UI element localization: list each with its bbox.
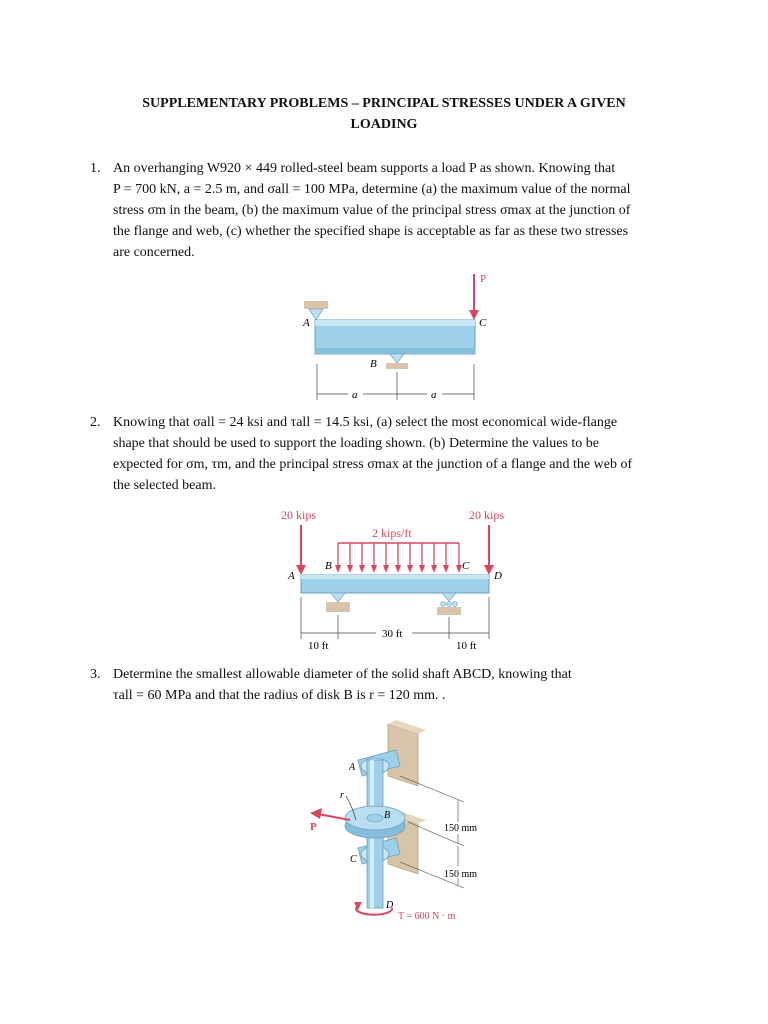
beam-flange-top	[301, 575, 489, 579]
dim-left-label: 10 ft	[308, 640, 329, 652]
distributed-load-label: 2 kips/ft	[372, 526, 412, 540]
support-a-pin	[309, 309, 323, 320]
problem-line: shape that should be used to support the loading shown. (b) Determine the values to be	[113, 436, 600, 451]
distributed-load-arrows	[335, 543, 462, 573]
problem-number: 3.	[90, 667, 101, 682]
roller-wheel	[447, 602, 452, 607]
support-c-roller	[442, 593, 456, 601]
support-a-block	[304, 301, 328, 309]
label-c: C	[479, 317, 487, 329]
problem-2	[90, 412, 680, 496]
right-load-arrowhead	[484, 565, 494, 575]
figure-3-shaft	[300, 716, 500, 926]
problem-line: Determine the smallest allowable diameter of the solid shaft ABCD, knowing that	[113, 667, 572, 682]
dim-mid-label: 30 ft	[382, 628, 403, 640]
dim-a-right: a	[431, 389, 437, 401]
label-c: C	[350, 854, 357, 865]
support-b-block	[326, 602, 350, 612]
problem-line: τall = 60 MPa and that the radius of disk B is r = 120 mm. .	[113, 688, 446, 703]
problem-line: expected for σm, τm, and the principal stress σmax at the junction of a flange and the web of	[113, 457, 633, 472]
problem-3	[90, 664, 680, 706]
problem-line: An overhanging W920 × 449 rolled-steel beam supports a load P as shown. Knowing that	[113, 161, 616, 176]
label-d: D	[386, 900, 394, 911]
left-load-arrowhead	[296, 565, 306, 575]
problem-number: 2.	[90, 415, 101, 430]
force-p-arrowhead	[310, 808, 322, 819]
roller-wheel	[441, 602, 446, 607]
support-c-block	[437, 607, 461, 615]
dim-lower-label: 150 mm	[444, 869, 478, 880]
label-d: D	[494, 570, 502, 582]
problem-line: the flange and web, (c) whether the specified shape is acceptable as far as these two stresses	[113, 224, 629, 239]
right-load-label: 20 kips	[469, 508, 505, 522]
problem-line: stress σm in the beam, (b) the maximum value of the principal stress σmax at the junction of	[113, 203, 631, 218]
title-line-2: LOADING	[350, 117, 418, 132]
label-p: P	[310, 821, 317, 833]
label-a: A	[288, 570, 295, 582]
problem-1	[90, 158, 680, 263]
beam-flange-bottom	[315, 348, 475, 354]
dim-right-label: 10 ft	[456, 640, 477, 652]
dim-upper-label: 150 mm	[444, 823, 478, 834]
label-c: C	[462, 560, 470, 572]
figure-2-beam	[276, 505, 516, 653]
label-r: r	[340, 790, 344, 801]
dim-extension	[400, 776, 464, 802]
disk-hub	[367, 814, 383, 822]
support-b-pin	[331, 593, 345, 602]
support-b-block	[386, 363, 408, 369]
torque-label: T = 600 N · m	[398, 911, 456, 922]
label-a: A	[349, 762, 356, 773]
label-b: B	[370, 358, 377, 370]
left-load-label: 20 kips	[281, 508, 317, 522]
problem-line: Knowing that σall = 24 ksi and τall = 14.5 ksi, (a) select the most economical wide-flange	[113, 415, 618, 430]
support-b-roller	[390, 354, 404, 363]
load-p-arrowhead	[469, 310, 479, 320]
problem-number: 1.	[90, 161, 101, 176]
page-title	[100, 93, 668, 135]
load-p-label: P	[480, 273, 487, 285]
roller-wheel	[453, 602, 458, 607]
figure-1-overhanging-beam	[290, 268, 500, 403]
problem-line: P = 700 kN, a = 2.5 m, and σall = 100 MPa, determine (a) the maximum value of the normal	[113, 182, 631, 197]
problem-line: are concerned.	[113, 245, 195, 260]
dim-a-left: a	[352, 389, 358, 401]
label-a: A	[303, 317, 310, 329]
title-line-1: SUPPLEMENTARY PROBLEMS – PRINCIPAL STRESSES UNDER A GIVEN	[142, 96, 626, 111]
beam-flange-top	[315, 320, 475, 326]
label-b: B	[384, 810, 391, 821]
problem-line: the selected beam.	[113, 478, 217, 493]
label-b: B	[325, 560, 332, 572]
